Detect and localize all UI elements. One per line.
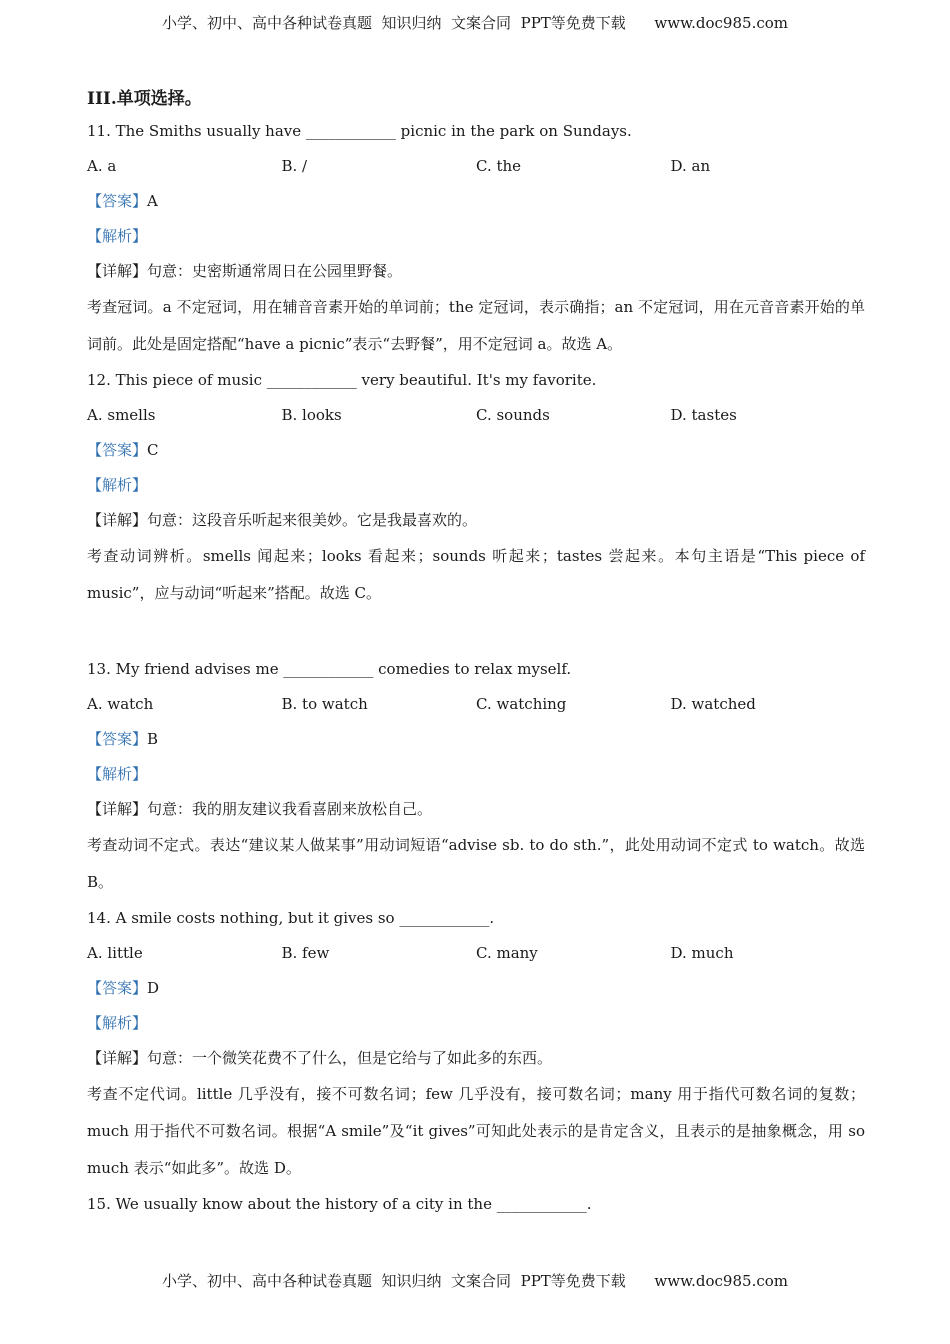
question-options <box>87 687 865 722</box>
question-15 <box>87 1187 865 1222</box>
question-options <box>87 149 865 184</box>
answer-tag: 【答案】 <box>87 730 148 748</box>
option-a: A. little <box>87 944 143 962</box>
explanation: 考查冠词。a 不定冠词，用在辅音音素开始的单词前；the 定冠词，表示确指；an 不定冠词，用在元音音素开始的单词前。此处是固定搭配“have a picnic”表示“去野餐”，用不定冠词 a。故选 A。 <box>87 298 865 353</box>
answer-value: A <box>147 192 158 210</box>
explanation: 考查动词不定式。表达“建议某人做某事”用动词短语“advise sb. to do sth.”，此处用动词不定式 to watch。故选 B。 <box>87 836 865 891</box>
option-b: B. looks <box>281 406 342 424</box>
answer-line <box>87 722 865 757</box>
option-a: A. smells <box>87 406 156 424</box>
option-b: B. to watch <box>281 695 368 713</box>
answer-line <box>87 971 865 1006</box>
analysis-tag: 【解析】 <box>87 1014 148 1032</box>
explanation: 考查动词辨析。smells 闻起来；looks 看起来；sounds 听起来；tastes 尝起来。本句主语是“This piece of music”，应与动词“听起来”搭配。故选 C。 <box>87 547 865 602</box>
page-footer: 小学、初中、高中各种试卷真题 知识归纳 文案合同 PPT等免费下载 www.doc985.com <box>161 1272 788 1290</box>
detail-line: 【详解】句意：我的朋友建议我看喜剧来放松自己。 <box>87 800 433 818</box>
option-a: A. watch <box>87 695 154 713</box>
answer-value: B <box>147 730 159 748</box>
option-c: C. watching <box>476 695 567 713</box>
analysis-tag: 【解析】 <box>87 765 148 783</box>
question-stem: 12. This piece of music ____________ very beautiful. It's my favorite. <box>87 371 597 389</box>
question-options <box>87 936 865 971</box>
page-header: 小学、初中、高中各种试卷真题 知识归纳 文案合同 PPT等免费下载 www.doc985.com <box>161 14 788 32</box>
option-a: A. a <box>87 157 117 175</box>
detail-line: 【详解】句意：一个微笑花费不了什么，但是它给与了如此多的东西。 <box>87 1049 553 1067</box>
answer-line <box>87 184 865 219</box>
answer-tag: 【答案】 <box>87 192 148 210</box>
question-stem: 11. The Smiths usually have ____________ picnic in the park on Sundays. <box>87 122 632 140</box>
answer-tag: 【答案】 <box>87 441 148 459</box>
question-options <box>87 398 865 433</box>
question-stem: 13. My friend advises me ____________ comedies to relax myself. <box>87 660 572 678</box>
question-stem: 15. We usually know about the history of a city in the ____________. <box>87 1195 592 1213</box>
detail-line: 【详解】句意：这段音乐听起来很美妙。它是我最喜欢的。 <box>87 511 478 529</box>
option-c: C. many <box>476 944 538 962</box>
option-d: D. tastes <box>670 406 737 424</box>
option-c: C. the <box>476 157 522 175</box>
option-c: C. sounds <box>476 406 550 424</box>
option-d: D. an <box>670 157 711 175</box>
explanation: 考查不定代词。little 几乎没有，接不可数名词；few 几乎没有，接可数名词；many 用于指代可数名词的复数；much 用于指代不可数名词。根据“A smile”及“it gives”可知此处表示的是肯定含义，且表示的是抽象概念，用 so much 表示“如此多”。故选 D。 <box>87 1085 865 1177</box>
question-14 <box>87 901 865 1187</box>
detail-line: 【详解】句意：史密斯通常周日在公园里野餐。 <box>87 262 403 280</box>
section-title: III.单项选择。 <box>87 89 202 109</box>
answer-tag: 【答案】 <box>87 979 148 997</box>
question-11 <box>87 114 865 363</box>
analysis-tag: 【解析】 <box>87 476 148 494</box>
question-stem: 14. A smile costs nothing, but it gives so ____________. <box>87 909 495 927</box>
question-12 <box>87 363 865 612</box>
option-d: D. much <box>670 944 734 962</box>
option-d: D. watched <box>670 695 756 713</box>
spacer <box>87 612 865 652</box>
answer-value: C <box>147 441 159 459</box>
option-b: B. few <box>281 944 330 962</box>
answer-value: D <box>147 979 160 997</box>
analysis-tag: 【解析】 <box>87 227 148 245</box>
option-b: B. / <box>281 157 308 175</box>
question-13 <box>87 652 865 901</box>
page-content <box>87 86 865 1222</box>
answer-line <box>87 433 865 468</box>
